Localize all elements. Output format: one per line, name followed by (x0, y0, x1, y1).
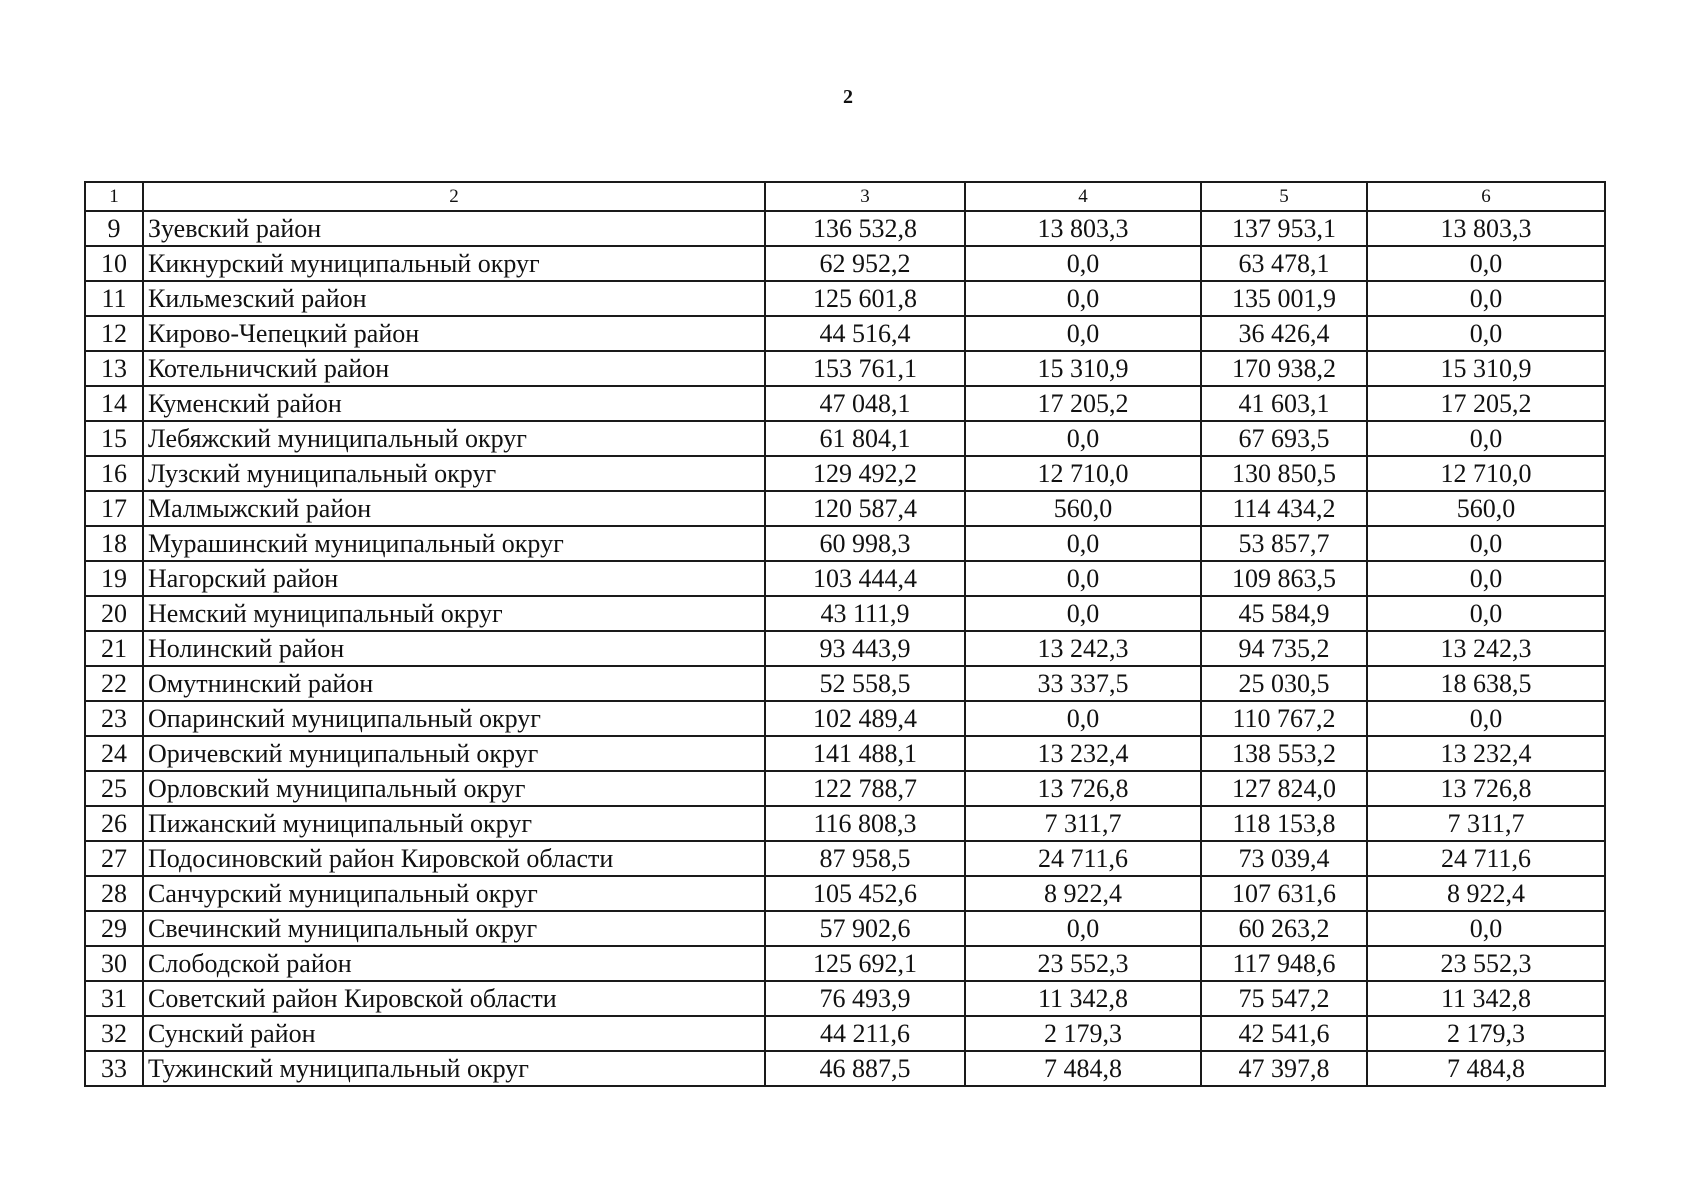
row-number-cell: 13 (85, 351, 143, 386)
value-cell-col6: 7 484,8 (1367, 1051, 1605, 1086)
table-row (85, 841, 1605, 876)
value-cell-col3: 44 211,6 (765, 1016, 965, 1051)
table-row (85, 596, 1605, 631)
value-cell-col6: 13 232,4 (1367, 736, 1605, 771)
table-row (85, 316, 1605, 351)
value-cell-col6: 18 638,5 (1367, 666, 1605, 701)
row-number-cell: 26 (85, 806, 143, 841)
table-row (85, 561, 1605, 596)
value-cell-col6: 0,0 (1367, 701, 1605, 736)
value-cell-col4: 0,0 (965, 246, 1201, 281)
row-number-cell: 11 (85, 281, 143, 316)
value-cell-col3: 129 492,2 (765, 456, 965, 491)
table-row (85, 526, 1605, 561)
value-cell-col6: 13 726,8 (1367, 771, 1605, 806)
value-cell-col3: 61 804,1 (765, 421, 965, 456)
table-row (85, 1051, 1605, 1086)
district-name-cell: Омутнинский район (143, 666, 765, 701)
value-cell-col6: 8 922,4 (1367, 876, 1605, 911)
table-header-row (85, 182, 1605, 211)
value-cell-col3: 153 761,1 (765, 351, 965, 386)
district-name-cell: Куменский район (143, 386, 765, 421)
district-name-cell: Лебяжский муниципальный округ (143, 421, 765, 456)
row-number-cell: 25 (85, 771, 143, 806)
column-header-3: 3 (765, 182, 965, 211)
value-cell-col3: 60 998,3 (765, 526, 965, 561)
value-cell-col4: 24 711,6 (965, 841, 1201, 876)
row-number-cell: 14 (85, 386, 143, 421)
table-row (85, 491, 1605, 526)
district-name-cell: Нагорский район (143, 561, 765, 596)
value-cell-col3: 141 488,1 (765, 736, 965, 771)
value-cell-col6: 0,0 (1367, 316, 1605, 351)
table-row (85, 211, 1605, 246)
value-cell-col3: 87 958,5 (765, 841, 965, 876)
value-cell-col4: 17 205,2 (965, 386, 1201, 421)
value-cell-col6: 7 311,7 (1367, 806, 1605, 841)
row-number-cell: 31 (85, 981, 143, 1016)
table-row (85, 1016, 1605, 1051)
row-number-cell: 21 (85, 631, 143, 666)
value-cell-col5: 73 039,4 (1201, 841, 1367, 876)
value-cell-col3: 57 902,6 (765, 911, 965, 946)
value-cell-col3: 125 692,1 (765, 946, 965, 981)
table-row (85, 876, 1605, 911)
value-cell-col5: 25 030,5 (1201, 666, 1367, 701)
column-header-1: 1 (85, 182, 143, 211)
value-cell-col5: 94 735,2 (1201, 631, 1367, 666)
value-cell-col5: 60 263,2 (1201, 911, 1367, 946)
value-cell-col6: 560,0 (1367, 491, 1605, 526)
table-row (85, 421, 1605, 456)
value-cell-col5: 137 953,1 (1201, 211, 1367, 246)
value-cell-col3: 125 601,8 (765, 281, 965, 316)
district-name-cell: Кикнурский муниципальный округ (143, 246, 765, 281)
district-name-cell: Подосиновский район Кировской области (143, 841, 765, 876)
value-cell-col3: 46 887,5 (765, 1051, 965, 1086)
column-header-2: 2 (143, 182, 765, 211)
value-cell-col4: 0,0 (965, 911, 1201, 946)
value-cell-col5: 118 153,8 (1201, 806, 1367, 841)
value-cell-col5: 75 547,2 (1201, 981, 1367, 1016)
row-number-cell: 10 (85, 246, 143, 281)
row-number-cell: 28 (85, 876, 143, 911)
table-row (85, 631, 1605, 666)
value-cell-col5: 117 948,6 (1201, 946, 1367, 981)
value-cell-col5: 47 397,8 (1201, 1051, 1367, 1086)
district-name-cell: Немский муниципальный округ (143, 596, 765, 631)
value-cell-col4: 8 922,4 (965, 876, 1201, 911)
value-cell-col4: 13 726,8 (965, 771, 1201, 806)
value-cell-col4: 23 552,3 (965, 946, 1201, 981)
value-cell-col4: 12 710,0 (965, 456, 1201, 491)
district-name-cell: Малмыжский район (143, 491, 765, 526)
table-row (85, 736, 1605, 771)
value-cell-col6: 0,0 (1367, 596, 1605, 631)
row-number-cell: 9 (85, 211, 143, 246)
row-number-cell: 29 (85, 911, 143, 946)
table-row (85, 981, 1605, 1016)
value-cell-col6: 0,0 (1367, 911, 1605, 946)
row-number-cell: 20 (85, 596, 143, 631)
table-row (85, 946, 1605, 981)
value-cell-col5: 130 850,5 (1201, 456, 1367, 491)
district-name-cell: Мурашинский муниципальный округ (143, 526, 765, 561)
row-number-cell: 16 (85, 456, 143, 491)
value-cell-col6: 13 803,3 (1367, 211, 1605, 246)
row-number-cell: 24 (85, 736, 143, 771)
value-cell-col6: 0,0 (1367, 246, 1605, 281)
district-name-cell: Тужинский муниципальный округ (143, 1051, 765, 1086)
value-cell-col4: 0,0 (965, 701, 1201, 736)
value-cell-col3: 44 516,4 (765, 316, 965, 351)
table-row (85, 701, 1605, 736)
value-cell-col5: 107 631,6 (1201, 876, 1367, 911)
value-cell-col6: 0,0 (1367, 526, 1605, 561)
value-cell-col4: 13 232,4 (965, 736, 1201, 771)
value-cell-col6: 0,0 (1367, 281, 1605, 316)
district-name-cell: Сунский район (143, 1016, 765, 1051)
table-row (85, 771, 1605, 806)
value-cell-col4: 15 310,9 (965, 351, 1201, 386)
value-cell-col5: 110 767,2 (1201, 701, 1367, 736)
value-cell-col5: 63 478,1 (1201, 246, 1367, 281)
table-row (85, 281, 1605, 316)
district-name-cell: Опаринский муниципальный округ (143, 701, 765, 736)
row-number-cell: 18 (85, 526, 143, 561)
row-number-cell: 33 (85, 1051, 143, 1086)
table-row (85, 806, 1605, 841)
value-cell-col6: 17 205,2 (1367, 386, 1605, 421)
table-row (85, 911, 1605, 946)
table-row (85, 386, 1605, 421)
district-name-cell: Слободской район (143, 946, 765, 981)
table-row (85, 666, 1605, 701)
value-cell-col5: 67 693,5 (1201, 421, 1367, 456)
row-number-cell: 12 (85, 316, 143, 351)
row-number-cell: 15 (85, 421, 143, 456)
value-cell-col4: 0,0 (965, 316, 1201, 351)
value-cell-col6: 12 710,0 (1367, 456, 1605, 491)
value-cell-col4: 13 242,3 (965, 631, 1201, 666)
table-body (85, 211, 1605, 1086)
row-number-cell: 19 (85, 561, 143, 596)
value-cell-col6: 2 179,3 (1367, 1016, 1605, 1051)
value-cell-col6: 24 711,6 (1367, 841, 1605, 876)
value-cell-col3: 122 788,7 (765, 771, 965, 806)
value-cell-col3: 105 452,6 (765, 876, 965, 911)
value-cell-col6: 23 552,3 (1367, 946, 1605, 981)
value-cell-col4: 0,0 (965, 526, 1201, 561)
value-cell-col5: 127 824,0 (1201, 771, 1367, 806)
value-cell-col4: 0,0 (965, 561, 1201, 596)
column-header-6: 6 (1367, 182, 1605, 211)
district-name-cell: Свечинский муниципальный округ (143, 911, 765, 946)
value-cell-col3: 76 493,9 (765, 981, 965, 1016)
value-cell-col4: 0,0 (965, 596, 1201, 631)
row-number-cell: 22 (85, 666, 143, 701)
value-cell-col5: 135 001,9 (1201, 281, 1367, 316)
value-cell-col5: 45 584,9 (1201, 596, 1367, 631)
column-header-4: 4 (965, 182, 1201, 211)
value-cell-col6: 13 242,3 (1367, 631, 1605, 666)
page-number: 2 (843, 86, 853, 108)
value-cell-col3: 43 111,9 (765, 596, 965, 631)
value-cell-col4: 33 337,5 (965, 666, 1201, 701)
value-cell-col3: 116 808,3 (765, 806, 965, 841)
value-cell-col3: 47 048,1 (765, 386, 965, 421)
value-cell-col4: 2 179,3 (965, 1016, 1201, 1051)
value-cell-col4: 7 311,7 (965, 806, 1201, 841)
value-cell-col6: 15 310,9 (1367, 351, 1605, 386)
value-cell-col6: 0,0 (1367, 421, 1605, 456)
district-name-cell: Санчурский муниципальный округ (143, 876, 765, 911)
district-name-cell: Пижанский муниципальный округ (143, 806, 765, 841)
row-number-cell: 27 (85, 841, 143, 876)
value-cell-col3: 103 444,4 (765, 561, 965, 596)
value-cell-col5: 138 553,2 (1201, 736, 1367, 771)
district-name-cell: Кирово-Чепецкий район (143, 316, 765, 351)
value-cell-col3: 52 558,5 (765, 666, 965, 701)
value-cell-col3: 120 587,4 (765, 491, 965, 526)
row-number-cell: 23 (85, 701, 143, 736)
row-number-cell: 30 (85, 946, 143, 981)
value-cell-col6: 11 342,8 (1367, 981, 1605, 1016)
value-cell-col4: 7 484,8 (965, 1051, 1201, 1086)
value-cell-col6: 0,0 (1367, 561, 1605, 596)
value-cell-col5: 170 938,2 (1201, 351, 1367, 386)
value-cell-col5: 114 434,2 (1201, 491, 1367, 526)
table-row (85, 246, 1605, 281)
column-header-5: 5 (1201, 182, 1367, 211)
district-name-cell: Зуевский район (143, 211, 765, 246)
table-row (85, 351, 1605, 386)
value-cell-col3: 102 489,4 (765, 701, 965, 736)
table-row (85, 456, 1605, 491)
district-name-cell: Кильмезский район (143, 281, 765, 316)
budget-table (84, 181, 1606, 1087)
value-cell-col3: 62 952,2 (765, 246, 965, 281)
value-cell-col4: 0,0 (965, 281, 1201, 316)
value-cell-col4: 13 803,3 (965, 211, 1201, 246)
value-cell-col5: 41 603,1 (1201, 386, 1367, 421)
district-name-cell: Нолинский район (143, 631, 765, 666)
value-cell-col4: 11 342,8 (965, 981, 1201, 1016)
value-cell-col4: 560,0 (965, 491, 1201, 526)
value-cell-col4: 0,0 (965, 421, 1201, 456)
value-cell-col5: 109 863,5 (1201, 561, 1367, 596)
district-name-cell: Советский район Кировской области (143, 981, 765, 1016)
value-cell-col5: 53 857,7 (1201, 526, 1367, 561)
row-number-cell: 32 (85, 1016, 143, 1051)
value-cell-col5: 36 426,4 (1201, 316, 1367, 351)
value-cell-col5: 42 541,6 (1201, 1016, 1367, 1051)
value-cell-col3: 136 532,8 (765, 211, 965, 246)
value-cell-col3: 93 443,9 (765, 631, 965, 666)
district-name-cell: Котельничский район (143, 351, 765, 386)
district-name-cell: Лузский муниципальный округ (143, 456, 765, 491)
row-number-cell: 17 (85, 491, 143, 526)
district-name-cell: Оричевский муниципальный округ (143, 736, 765, 771)
district-name-cell: Орловский муниципальный округ (143, 771, 765, 806)
